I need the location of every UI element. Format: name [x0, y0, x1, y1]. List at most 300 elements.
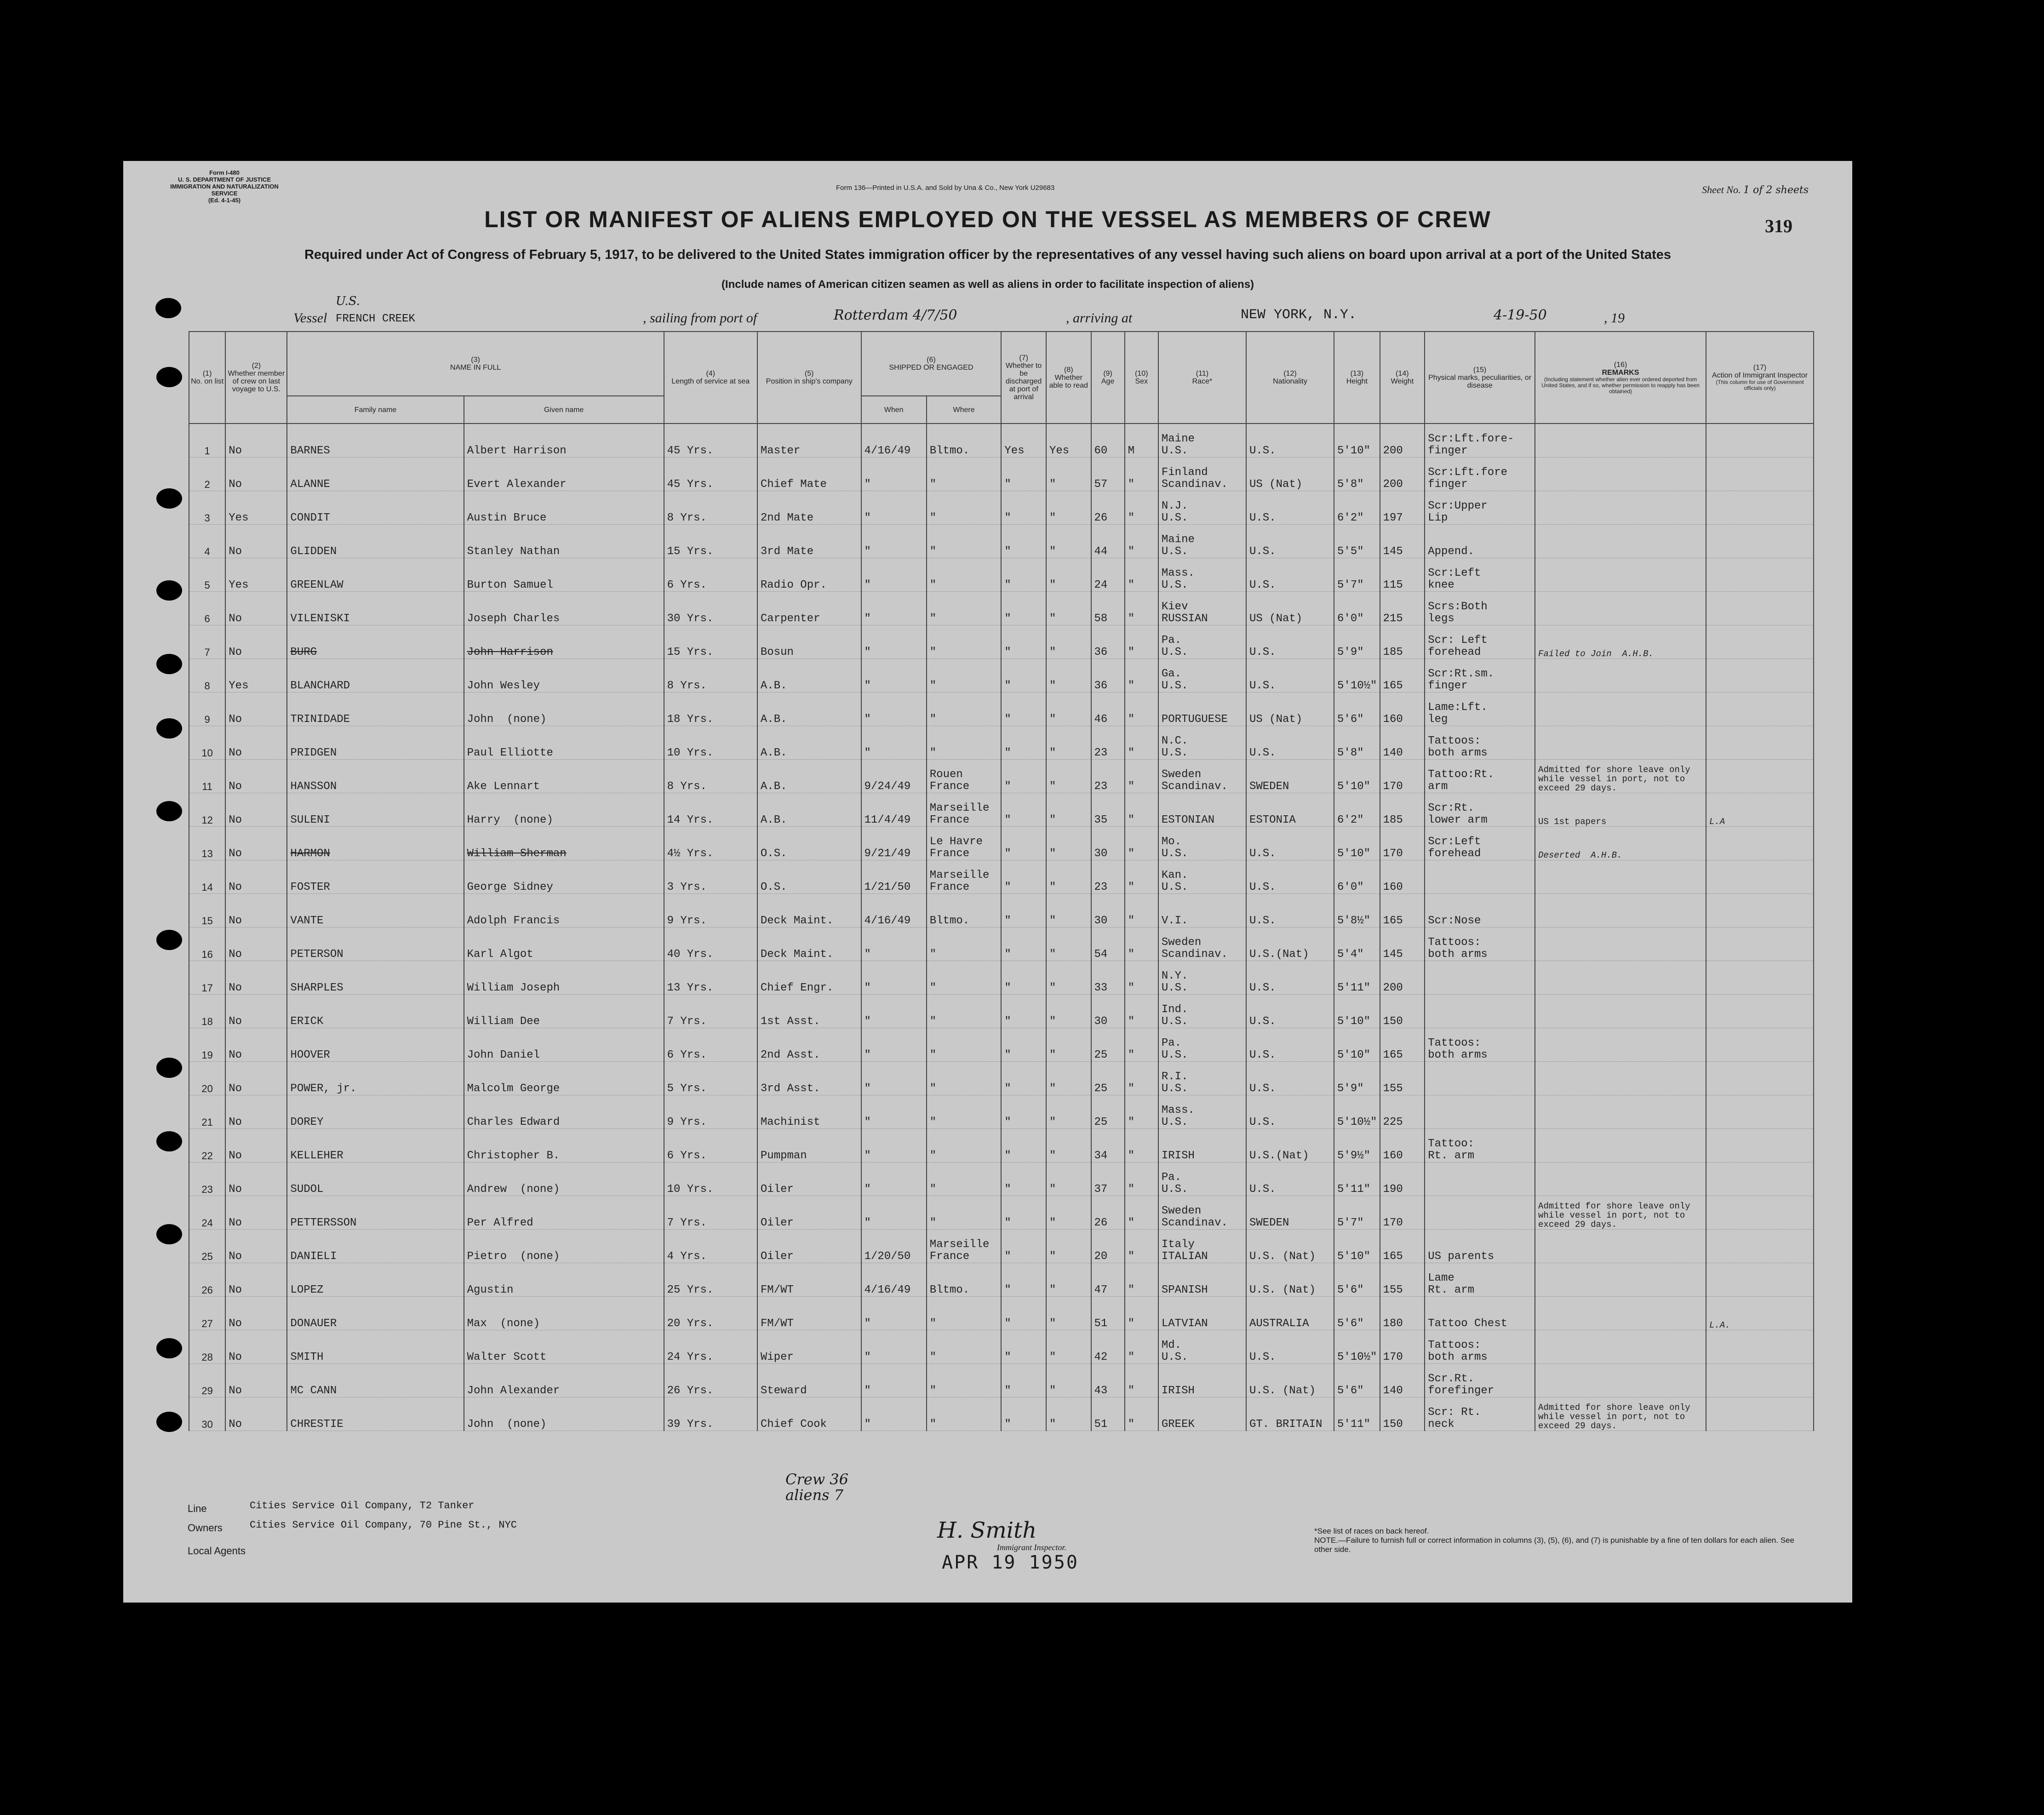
- cell-family: DANIELI: [287, 1230, 464, 1263]
- cell-nat: U.S.: [1246, 625, 1334, 659]
- cell-race: IRISH: [1158, 1364, 1246, 1397]
- cell-race: N.C. U.S.: [1158, 726, 1246, 760]
- cell-read: ": [1046, 458, 1091, 491]
- cell-age: 51: [1091, 1397, 1125, 1431]
- col-read: (8) Whether able to read: [1046, 332, 1091, 424]
- cell-service: 6 Yrs.: [664, 1028, 757, 1062]
- cell-given: Charles Edward: [464, 1095, 664, 1129]
- cell-when: ": [861, 1330, 927, 1364]
- cell-marks: Scr:Lft.fore finger: [1425, 458, 1535, 491]
- cell-family: SUDOL: [287, 1162, 464, 1196]
- cell-marks: Scr:Rt. lower arm: [1425, 793, 1535, 827]
- cell-marks: Append.: [1425, 525, 1535, 558]
- cell-given: George Sidney: [464, 860, 664, 894]
- cell-last: No: [225, 458, 287, 491]
- cell-no: 29: [189, 1364, 225, 1397]
- cell-remarks: [1535, 1028, 1706, 1062]
- cell-weight: 170: [1380, 1330, 1425, 1364]
- cell-disch: ": [1001, 1364, 1046, 1397]
- sailing-port: Rotterdam 4/7/50: [834, 307, 957, 323]
- cell-weight: 160: [1380, 860, 1425, 894]
- table-row: [189, 961, 1814, 995]
- cell-action: [1706, 1028, 1814, 1062]
- cell-height: 5'10": [1334, 424, 1380, 458]
- cell-weight: 160: [1380, 1129, 1425, 1162]
- cell-action: [1706, 625, 1814, 659]
- cell-race: Pa. U.S.: [1158, 625, 1246, 659]
- sheet-number: [1702, 184, 1809, 196]
- cell-action: [1706, 525, 1814, 558]
- cell-where: Marseille France: [927, 1230, 1002, 1263]
- cell-age: 30: [1091, 894, 1125, 928]
- cell-height: 5'9": [1334, 625, 1380, 659]
- cell-remarks: [1535, 592, 1706, 625]
- cell-position: FM/WT: [757, 1263, 861, 1297]
- agents-label: Local Agents: [188, 1545, 246, 1557]
- cell-position: Chief Engr.: [757, 961, 861, 995]
- cell-action: [1706, 1162, 1814, 1196]
- cell-weight: 155: [1380, 1263, 1425, 1297]
- cell-marks: Tattoo: Rt. arm: [1425, 1129, 1535, 1162]
- cell-action: [1706, 693, 1814, 726]
- arriving-port: NEW YORK, N.Y.: [1241, 307, 1357, 323]
- cell-service: 6 Yrs.: [664, 558, 757, 592]
- cell-disch: ": [1001, 1230, 1046, 1263]
- cell-position: 2nd Asst.: [757, 1028, 861, 1062]
- cell-given: Karl Algot: [464, 928, 664, 961]
- table-row: [189, 592, 1814, 625]
- cell-marks: [1425, 1062, 1535, 1095]
- cell-family: DOREY: [287, 1095, 464, 1129]
- cell-sex: ": [1125, 726, 1158, 760]
- cell-height: 5'10½": [1334, 659, 1380, 693]
- cell-service: 8 Yrs.: [664, 659, 757, 693]
- cell-race: Sweden Scandinav.: [1158, 760, 1246, 793]
- cell-given: Max (none): [464, 1297, 664, 1330]
- cell-race: GREEK: [1158, 1397, 1246, 1431]
- cell-last: No: [225, 693, 287, 726]
- cell-given: Joseph Charles: [464, 592, 664, 625]
- cell-read: ": [1046, 1028, 1091, 1062]
- cell-last: No: [225, 1028, 287, 1062]
- cell-marks: Tattoos: both arms: [1425, 1330, 1535, 1364]
- cell-nat: US (Nat): [1246, 693, 1334, 726]
- cell-position: A.B.: [757, 760, 861, 793]
- cell-family: VILENISKI: [287, 592, 464, 625]
- cell-family: GREENLAW: [287, 558, 464, 592]
- cell-given: Austin Bruce: [464, 491, 664, 525]
- cell-weight: 225: [1380, 1095, 1425, 1129]
- cell-where: ": [927, 1330, 1002, 1364]
- col-sex: (10) Sex: [1125, 332, 1158, 424]
- cell-when: ": [861, 525, 927, 558]
- cell-height: 5'7": [1334, 1196, 1380, 1230]
- cell-nat: U.S. (Nat): [1246, 1263, 1334, 1297]
- cell-where: Marseille France: [927, 793, 1002, 827]
- cell-where: ": [927, 458, 1002, 491]
- cell-race: Pa. U.S.: [1158, 1162, 1246, 1196]
- cell-read: ": [1046, 1364, 1091, 1397]
- cell-remarks: [1535, 693, 1706, 726]
- cell-service: 45 Yrs.: [664, 424, 757, 458]
- cell-when: ": [861, 1364, 927, 1397]
- cell-last: No: [225, 860, 287, 894]
- cell-nat: U.S.: [1246, 558, 1334, 592]
- cell-sex: ": [1125, 558, 1158, 592]
- cell-position: 3rd Asst.: [757, 1062, 861, 1095]
- cell-where: ": [927, 558, 1002, 592]
- cell-nat: SWEDEN: [1246, 1196, 1334, 1230]
- table-row: [189, 558, 1814, 592]
- cell-when: ": [861, 592, 927, 625]
- cell-given: William Dee: [464, 995, 664, 1028]
- cell-nat: U.S.: [1246, 726, 1334, 760]
- col-service: (4) Length of service at sea: [664, 332, 757, 424]
- cell-when: ": [861, 491, 927, 525]
- cell-service: 9 Yrs.: [664, 1095, 757, 1129]
- cell-when: 4/16/49: [861, 894, 927, 928]
- cell-weight: 185: [1380, 793, 1425, 827]
- cell-sex: ": [1125, 491, 1158, 525]
- cell-race: Kiev RUSSIAN: [1158, 592, 1246, 625]
- cell-when: 4/16/49: [861, 1263, 927, 1297]
- cell-where: Bltmo.: [927, 1263, 1002, 1297]
- cell-race: Mass. U.S.: [1158, 558, 1246, 592]
- cell-no: 25: [189, 1230, 225, 1263]
- cell-last: Yes: [225, 491, 287, 525]
- cell-family: KELLEHER: [287, 1129, 464, 1162]
- cell-family: DONAUER: [287, 1297, 464, 1330]
- table-row: [189, 693, 1814, 726]
- cell-disch: ": [1001, 1028, 1046, 1062]
- vessel-name: FRENCH CREEK: [336, 313, 415, 325]
- cell-age: 25: [1091, 1028, 1125, 1062]
- cell-no: 19: [189, 1028, 225, 1062]
- col-weight: (14) Weight: [1380, 332, 1425, 424]
- table-row: [189, 995, 1814, 1028]
- cell-nat: U.S.: [1246, 1095, 1334, 1129]
- cell-service: 10 Yrs.: [664, 726, 757, 760]
- cell-where: ": [927, 726, 1002, 760]
- cell-nat: U.S.: [1246, 995, 1334, 1028]
- cell-weight: 170: [1380, 1196, 1425, 1230]
- cell-sex: ": [1125, 1062, 1158, 1095]
- cell-action: [1706, 827, 1814, 860]
- vessel-prefix: U.S.: [336, 294, 360, 308]
- cell-race: Pa. U.S.: [1158, 1028, 1246, 1062]
- cell-when: 9/24/49: [861, 760, 927, 793]
- cell-no: 10: [189, 726, 225, 760]
- cell-height: 5'10": [1334, 1028, 1380, 1062]
- cell-position: A.B.: [757, 726, 861, 760]
- cell-service: 10 Yrs.: [664, 1162, 757, 1196]
- col-given-name: Given name: [464, 396, 664, 424]
- cell-action: [1706, 558, 1814, 592]
- cell-position: Bosun: [757, 625, 861, 659]
- cell-height: 5'11": [1334, 1397, 1380, 1431]
- cell-sex: ": [1125, 525, 1158, 558]
- cell-weight: 170: [1380, 760, 1425, 793]
- include-note: (Include names of American citizen seamen as well as aliens in order to facilitate inspection of aliens): [721, 278, 1254, 291]
- table-row: [189, 625, 1814, 659]
- cell-nat: US (Nat): [1246, 458, 1334, 491]
- cell-no: 13: [189, 827, 225, 860]
- cell-remarks: [1535, 424, 1706, 458]
- cell-service: 4 Yrs.: [664, 1230, 757, 1263]
- form-number: Form I-480: [209, 169, 240, 176]
- cell-sex: ": [1125, 827, 1158, 860]
- department-name: U. S. DEPARTMENT OF JUSTICE: [178, 176, 271, 183]
- cell-given: John Harrison: [464, 625, 664, 659]
- vessel-label: Vessel: [293, 310, 327, 326]
- cell-service: 4½ Yrs.: [664, 827, 757, 860]
- cell-disch: ": [1001, 894, 1046, 928]
- table-row: [189, 1062, 1814, 1095]
- cell-nat: U.S.: [1246, 1062, 1334, 1095]
- table-row: [189, 860, 1814, 894]
- cell-action: [1706, 894, 1814, 928]
- cell-last: No: [225, 1095, 287, 1129]
- cell-disch: ": [1001, 1196, 1046, 1230]
- table-row: [189, 1397, 1814, 1431]
- cell-where: Marseille France: [927, 860, 1002, 894]
- cell-read: ": [1046, 491, 1091, 525]
- cell-read: ": [1046, 793, 1091, 827]
- cell-family: PETERSON: [287, 928, 464, 961]
- cell-when: 4/16/49: [861, 424, 927, 458]
- binder-hole: [156, 367, 182, 387]
- cell-where: ": [927, 525, 1002, 558]
- arrival-date: 4-19-50: [1494, 307, 1547, 323]
- cell-position: O.S.: [757, 860, 861, 894]
- cell-last: Yes: [225, 659, 287, 693]
- table-row: [189, 1297, 1814, 1330]
- cell-age: 20: [1091, 1230, 1125, 1263]
- cell-remarks: [1535, 860, 1706, 894]
- penalty-note: NOTE.—Failure to furnish full or correct information in columns (3), (5), (6), and (7) is punishable by a fine of ten dollars for each alien. See other side.: [1314, 1536, 1795, 1554]
- cell-sex: ": [1125, 659, 1158, 693]
- cell-given: Adolph Francis: [464, 894, 664, 928]
- cell-last: No: [225, 592, 287, 625]
- races-note: *See list of races on back hereof.: [1314, 1527, 1429, 1535]
- cell-given: John (none): [464, 693, 664, 726]
- cell-nat: AUSTRALIA: [1246, 1297, 1334, 1330]
- cell-race: Ga. U.S.: [1158, 659, 1246, 693]
- cell-weight: 140: [1380, 1364, 1425, 1397]
- cell-weight: 160: [1380, 693, 1425, 726]
- service-name: IMMIGRATION AND NATURALIZATION SERVICE: [170, 183, 279, 197]
- cell-sex: ": [1125, 995, 1158, 1028]
- cell-service: 8 Yrs.: [664, 491, 757, 525]
- cell-marks: Scr.Rt. forefinger: [1425, 1364, 1535, 1397]
- cell-action: [1706, 928, 1814, 961]
- cell-remarks: [1535, 525, 1706, 558]
- cell-last: Yes: [225, 558, 287, 592]
- col-race: (11) Race*: [1158, 332, 1246, 424]
- cell-weight: 140: [1380, 726, 1425, 760]
- cell-marks: Scr:Lft.fore- finger: [1425, 424, 1535, 458]
- binder-hole: [156, 930, 182, 950]
- cell-height: 5'6": [1334, 1263, 1380, 1297]
- cell-race: Maine U.S.: [1158, 525, 1246, 558]
- cell-height: 6'0": [1334, 592, 1380, 625]
- cell-action: [1706, 726, 1814, 760]
- cell-when: ": [861, 995, 927, 1028]
- cell-height: 5'4": [1334, 928, 1380, 961]
- cell-marks: US parents: [1425, 1230, 1535, 1263]
- cell-sex: ": [1125, 1330, 1158, 1364]
- arriving-label: , arriving at: [1066, 310, 1133, 326]
- cell-race: LATVIAN: [1158, 1297, 1246, 1330]
- cell-age: 43: [1091, 1364, 1125, 1397]
- cell-sex: ": [1125, 1028, 1158, 1062]
- cell-family: PRIDGEN: [287, 726, 464, 760]
- cell-sex: ": [1125, 458, 1158, 491]
- cell-age: 30: [1091, 827, 1125, 860]
- cell-position: Deck Maint.: [757, 894, 861, 928]
- manifest-sheet: [123, 161, 1852, 1603]
- owners-label: Owners: [188, 1522, 223, 1534]
- cell-action: [1706, 1263, 1814, 1297]
- cell-where: ": [927, 1162, 1002, 1196]
- cell-weight: 155: [1380, 1062, 1425, 1095]
- cell-when: ": [861, 1028, 927, 1062]
- cell-when: ": [861, 1162, 927, 1196]
- cell-nat: ESTONIA: [1246, 793, 1334, 827]
- cell-service: 7 Yrs.: [664, 1196, 757, 1230]
- cell-given: John Alexander: [464, 1364, 664, 1397]
- cell-no: 4: [189, 525, 225, 558]
- cell-when: ": [861, 961, 927, 995]
- cell-where: ": [927, 1129, 1002, 1162]
- cell-action: [1706, 491, 1814, 525]
- cell-remarks: [1535, 995, 1706, 1028]
- col-nationality: (12) Nationality: [1246, 332, 1334, 424]
- cell-race: SPANISH: [1158, 1263, 1246, 1297]
- cell-no: 17: [189, 961, 225, 995]
- cell-family: BARNES: [287, 424, 464, 458]
- cell-disch: ": [1001, 1397, 1046, 1431]
- col-action: (17) Action of Immigrant Inspector (This column for use of Government officials only): [1706, 332, 1814, 424]
- cell-when: ": [861, 693, 927, 726]
- col-last-voyage: (2) Whether member of crew on last voyage to U.S.: [225, 332, 287, 424]
- inspector-label: Immigrant Inspector.: [997, 1543, 1066, 1552]
- cell-when: 1/21/50: [861, 860, 927, 894]
- cell-remarks: [1535, 1364, 1706, 1397]
- cell-nat: U.S.: [1246, 1028, 1334, 1062]
- cell-age: 26: [1091, 1196, 1125, 1230]
- cell-race: Mo. U.S.: [1158, 827, 1246, 860]
- cell-last: No: [225, 793, 287, 827]
- cell-read: ": [1046, 625, 1091, 659]
- cell-where: Le Havre France: [927, 827, 1002, 860]
- cell-position: A.B.: [757, 793, 861, 827]
- cell-read: ": [1046, 558, 1091, 592]
- cell-age: 26: [1091, 491, 1125, 525]
- cell-race: Italy ITALIAN: [1158, 1230, 1246, 1263]
- cell-position: Pumpman: [757, 1129, 861, 1162]
- cell-read: ": [1046, 1330, 1091, 1364]
- cell-sex: ": [1125, 1095, 1158, 1129]
- cell-action: [1706, 424, 1814, 458]
- cell-marks: Tattoo Chest: [1425, 1297, 1535, 1330]
- cell-when: ": [861, 726, 927, 760]
- cell-action: [1706, 1397, 1814, 1431]
- cell-sex: ": [1125, 1364, 1158, 1397]
- cell-family: CONDIT: [287, 491, 464, 525]
- cell-where: ": [927, 592, 1002, 625]
- cell-action: [1706, 1230, 1814, 1263]
- cell-when: ": [861, 1397, 927, 1431]
- cell-read: ": [1046, 1062, 1091, 1095]
- cell-disch: ": [1001, 961, 1046, 995]
- cell-last: No: [225, 1129, 287, 1162]
- cell-position: A.B.: [757, 693, 861, 726]
- cell-action: [1706, 592, 1814, 625]
- cell-family: GLIDDEN: [287, 525, 464, 558]
- cell-given: Ake Lennart: [464, 760, 664, 793]
- cell-age: 47: [1091, 1263, 1125, 1297]
- cell-when: ": [861, 928, 927, 961]
- cell-remarks: [1535, 1263, 1706, 1297]
- cell-position: Machinist: [757, 1095, 861, 1129]
- cell-position: Oiler: [757, 1230, 861, 1263]
- cell-family: SULENI: [287, 793, 464, 827]
- cell-disch: ": [1001, 860, 1046, 894]
- cell-race: Mass. U.S.: [1158, 1095, 1246, 1129]
- cell-height: 5'10": [1334, 760, 1380, 793]
- cell-given: Andrew (none): [464, 1162, 664, 1196]
- crew-count: Crew 36: [785, 1471, 848, 1488]
- cell-no: 6: [189, 592, 225, 625]
- cell-service: 30 Yrs.: [664, 592, 757, 625]
- cell-age: 36: [1091, 659, 1125, 693]
- cell-position: Chief Cook: [757, 1397, 861, 1431]
- cell-nat: U.S.: [1246, 491, 1334, 525]
- cell-position: 3rd Mate: [757, 525, 861, 558]
- table-row: [189, 1028, 1814, 1062]
- cell-sex: M: [1125, 424, 1158, 458]
- cell-height: 5'10": [1334, 1230, 1380, 1263]
- cell-read: ": [1046, 1397, 1091, 1431]
- cell-disch: Yes: [1001, 424, 1046, 458]
- cell-when: ": [861, 1062, 927, 1095]
- cell-age: 34: [1091, 1129, 1125, 1162]
- cell-no: 5: [189, 558, 225, 592]
- cell-when: ": [861, 558, 927, 592]
- cell-disch: ": [1001, 726, 1046, 760]
- cell-height: 5'6": [1334, 1364, 1380, 1397]
- cell-read: ": [1046, 928, 1091, 961]
- cell-where: ": [927, 625, 1002, 659]
- cell-when: ": [861, 1095, 927, 1129]
- cell-marks: Scr: Rt. neck: [1425, 1397, 1535, 1431]
- table-row: [189, 894, 1814, 928]
- cell-race: Sweden Scandinav.: [1158, 1196, 1246, 1230]
- table-row: [189, 827, 1814, 860]
- cell-nat: U.S.: [1246, 424, 1334, 458]
- cell-weight: 165: [1380, 894, 1425, 928]
- cell-service: 8 Yrs.: [664, 760, 757, 793]
- table-row: [189, 424, 1814, 458]
- table-row: [189, 491, 1814, 525]
- cell-where: ": [927, 659, 1002, 693]
- cell-no: 12: [189, 793, 225, 827]
- cell-remarks: [1535, 1330, 1706, 1364]
- cell-family: LOPEZ: [287, 1263, 464, 1297]
- cell-no: 8: [189, 659, 225, 693]
- cell-remarks: [1535, 1129, 1706, 1162]
